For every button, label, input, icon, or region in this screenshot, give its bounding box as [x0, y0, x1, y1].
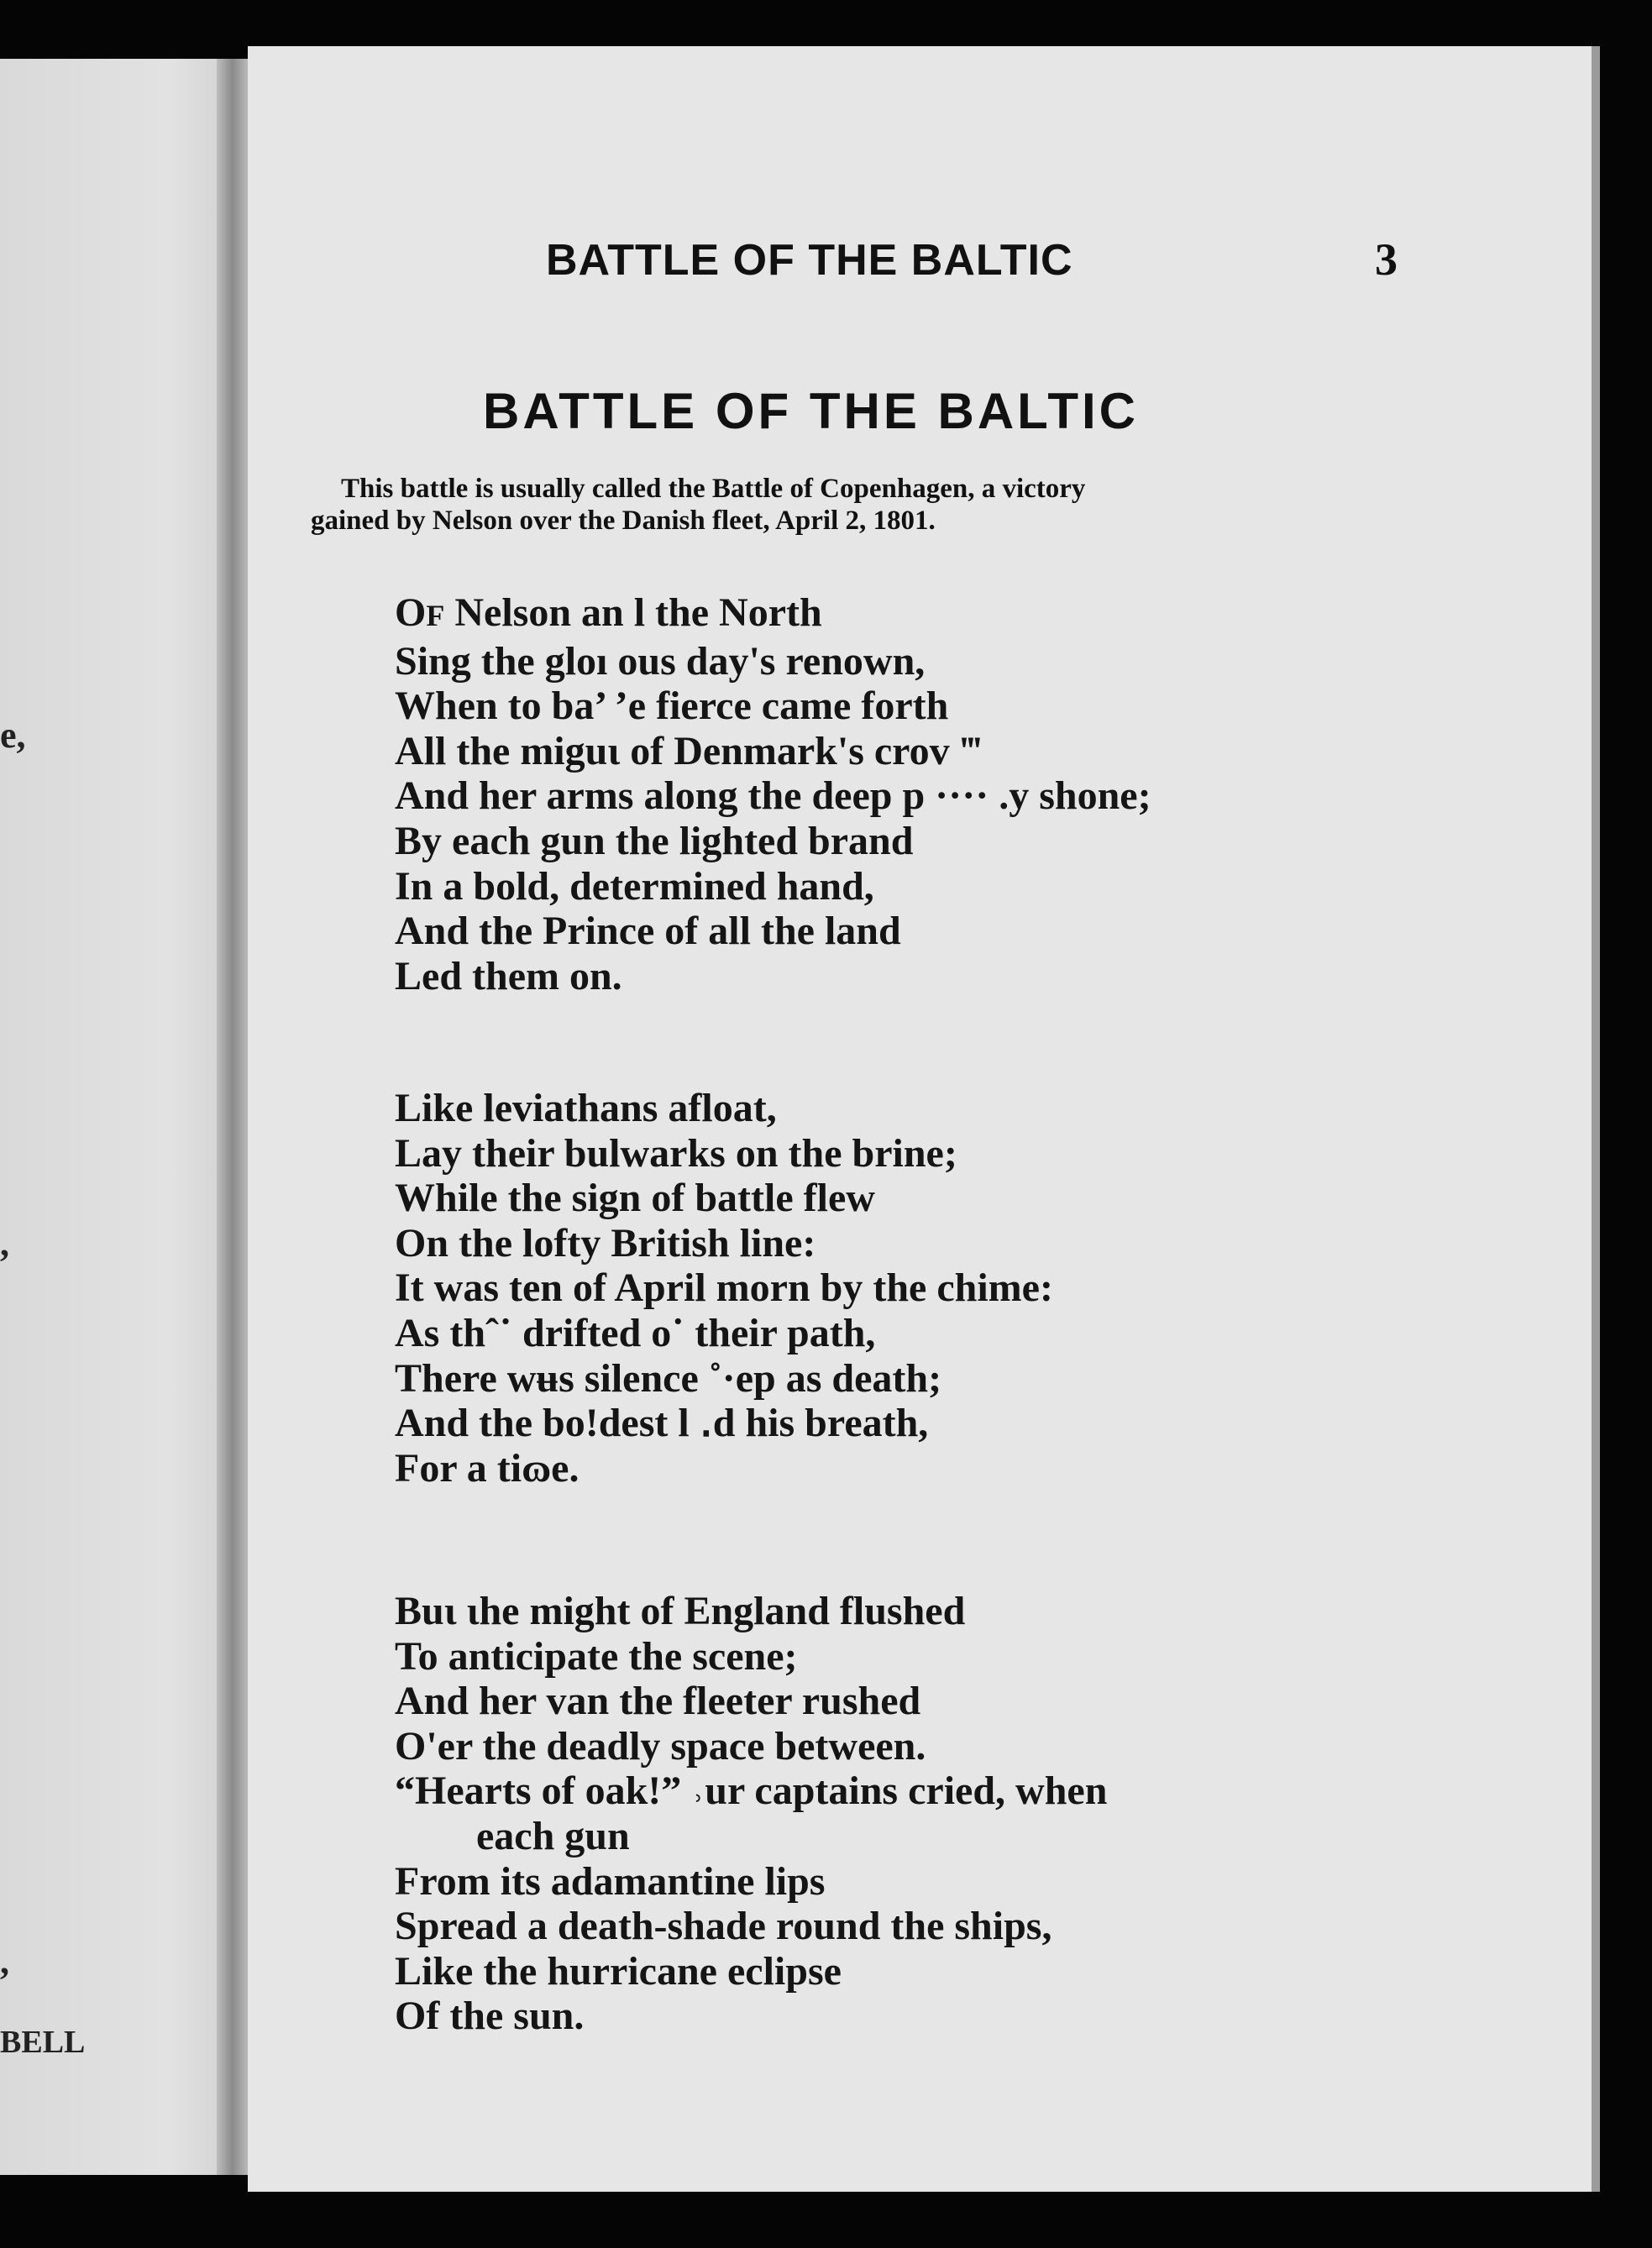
verse-line: Led them on. [395, 953, 622, 998]
stanza-1 [395, 590, 1151, 998]
drop-letter: O [395, 590, 427, 635]
poem-subtitle [311, 473, 1403, 537]
poem-title: BATTLE OF THE BALTIC [483, 383, 1140, 439]
verse-line: As thˆ˙ drifted o˙ their path, [395, 1310, 876, 1355]
verse-line: It was ten of April morn by the chime: [395, 1265, 1053, 1311]
verse-line: Of the sun. [395, 1994, 585, 2039]
verse-line: And her van the fleeter rushed [395, 1679, 921, 1724]
left-page-fragment: , [0, 1223, 9, 1264]
verse-line: Spread a death-shade round the ships, [395, 1904, 1052, 1949]
verse-line: each gun [476, 1813, 630, 1858]
verse-line: When to ba’ ’e fierce came forth [395, 684, 949, 729]
left-page-fragment: , [0, 1941, 9, 1982]
verse-line: And the bo!dest l ․d his breath, [395, 1401, 929, 1446]
verse-line: While the sign of battle flew [395, 1176, 875, 1221]
verse-line [395, 590, 1151, 639]
subtitle-line: This battle is usually called the Battle of Copenhagen, a victory [341, 474, 1086, 504]
small-cap-letter: F [426, 599, 445, 632]
verse-line: Sing the gloı ous day's renown, [395, 638, 926, 684]
verse-line: There wʉs silence ˚·ep as death; [395, 1355, 942, 1401]
verse-line: All the miguɩ of Denmark's crov ‴ [395, 728, 983, 773]
left-page [0, 59, 244, 2175]
subtitle-line: gained by Nelson over the Danish fleet, April 2, 1801. [311, 506, 936, 536]
page-edge [1592, 46, 1600, 2192]
verse-line: O'er the deadly space between. [395, 1723, 926, 1769]
verse-line: In a bold, determined hand, [395, 863, 874, 909]
verse-line: And the Prince of all the land [395, 909, 901, 954]
verse-line: And her arms along the deep p ···· .y shone; [395, 773, 1151, 819]
book-gutter [217, 59, 252, 2175]
verse-line-rest: Nelson an l the North [444, 590, 822, 635]
stanza-3 [395, 1589, 1107, 2039]
stanza-2 [395, 1086, 1053, 1491]
verse-line: Buɩ ɩhe might of England flushed [395, 1589, 966, 1633]
verse-line: On the lofty British line: [395, 1220, 816, 1265]
running-head: BATTLE OF THE BALTIC [546, 236, 1073, 285]
verse-line: To anticipate the scene; [395, 1633, 798, 1679]
verse-line: For a tiɷe. [395, 1445, 580, 1491]
verse-line: “Hearts of oak!” ˒ur captains cried, when [395, 1769, 1108, 1814]
left-page-fragment: BELL [0, 2025, 86, 2060]
verse-line: From its adamantine lips [395, 1858, 826, 1904]
verse-line: Like leviathans afloat, [395, 1086, 777, 1130]
verse-line: Like the hurricane eclipse [395, 1948, 842, 1994]
verse-line: By each gun the lighted brand [395, 818, 914, 863]
left-page-fragment: e, [0, 715, 26, 756]
page-number: 3 [1375, 234, 1398, 285]
verse-line: Lay their bulwarks on the brine; [395, 1130, 957, 1176]
